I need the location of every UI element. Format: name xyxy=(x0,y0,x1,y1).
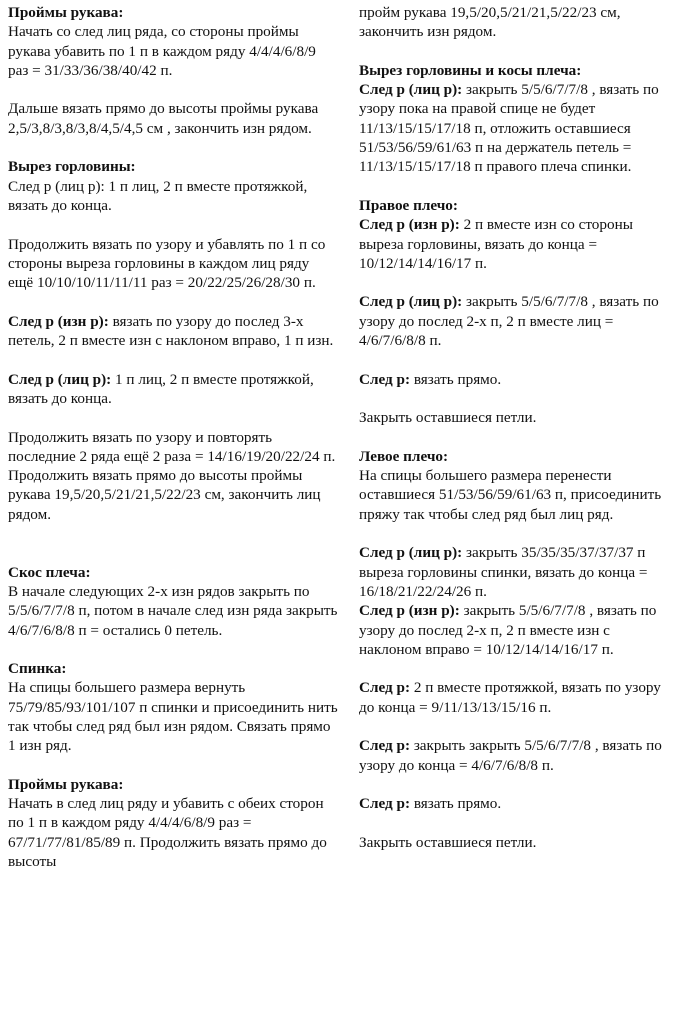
left-column xyxy=(8,3,338,871)
paragraph-text: закрыть 5/5/6/7/7/8 , вязать по узору до послед 2-х п, 2 п вместе изн с наклоном вправо = 10/12/14/14/16/17 п. xyxy=(359,602,657,658)
paragraph-text: закрыть 5/5/6/7/7/8 , вязать по узору до послед 2-х п, 2 п вместе лиц = 4/6/7/6/8/8 п. xyxy=(359,293,659,350)
row-label: След р (лиц р): xyxy=(359,544,463,562)
paragraph-text: Дальше вязать прямо до высоты проймы рукава 2,5/3,8/3,8/3,8/4,5/4,5 см , закончить изн рядом. xyxy=(8,100,319,137)
section-back xyxy=(8,659,338,755)
paragraph xyxy=(8,99,338,138)
paragraph-text: След р (лиц р): 1 п лиц, 2 п вместе протяжкой, вязать до конца. xyxy=(8,177,308,214)
section-left-shoulder xyxy=(359,447,671,524)
paragraph-text: вязать по узору до послед 3-х петель, 2 п вместе изн с наклоном вправо, 1 п изн. xyxy=(8,312,334,350)
section-armholes-back xyxy=(8,775,338,871)
row-label: След р (изн р): xyxy=(359,216,460,234)
row-label: След р: xyxy=(359,795,411,813)
paragraph-text: пройм рукава 19,5/20,5/21/21,5/22/23 см, закончить изн рядом. xyxy=(359,4,621,41)
paragraph-text: На спицы большего размера перенести оставшиеся 51/53/56/59/61/63 п, присоединить пряжу так чтобы след ряд был лиц ряд. xyxy=(359,467,662,523)
section-heading: Проймы рукава: xyxy=(8,775,124,793)
row-label: След р (лиц р): xyxy=(359,293,463,311)
row-label: След р: xyxy=(359,737,411,755)
paragraph-text: вязать прямо. xyxy=(410,795,502,813)
section-right-shoulder xyxy=(359,196,671,273)
paragraph xyxy=(359,794,671,813)
row-label: След р: xyxy=(359,679,411,697)
paragraph xyxy=(359,370,671,389)
paragraph xyxy=(359,678,671,717)
paragraph-text: Закрыть оставшиеся петли. xyxy=(359,833,537,851)
section-heading: Правое плечо: xyxy=(359,196,458,214)
paragraph-text: закрыть закрыть 5/5/6/7/7/8 , вязать по узору до конца = 4/6/7/6/8/8 п. xyxy=(359,737,662,774)
paragraph-text: В начале следующих 2-х изн рядов закрыть по 5/5/6/7/7/8 п, потом в начале след изн ряда закрыть 4/6/7/6/8/8 п = остались 0 петель. xyxy=(8,582,338,639)
paragraph xyxy=(8,312,338,351)
paragraph-text: Продолжить вязать по узору и повторять последние 2 ряда ещё 2 раза = 14/16/19/20/22/24 п. Продолжить вязать прямо до высоты проймы рукава 19,5/20,5/21/21,5/22/23 см, закончить лиц рядом. xyxy=(8,428,336,523)
paragraph xyxy=(359,408,671,427)
paragraph-text: закрыть 5/5/6/7/7/8 , вязать по узору пока на правой спице не будет 11/13/15/15/17/18 п, отложить оставшиеся 51/53/56/59/61/63 п на держатель петель = 11/13/15/15/17/18 п правого плеча спинки. xyxy=(359,81,659,176)
section-heading: Спинка: xyxy=(8,660,67,678)
paragraph-text: 2 п вместе изн со стороны выреза горловины, вязать до конца = 10/12/14/14/16/17 п. xyxy=(359,216,633,272)
paragraph xyxy=(359,543,671,601)
section-heading: Левое плечо: xyxy=(359,447,449,465)
paragraph xyxy=(359,292,671,350)
row-label: След р (изн р): xyxy=(8,312,109,330)
paragraph-text: Начать в след лиц ряду и убавить с обеих сторон по 1 п в каждом ряду 4/4/4/6/8/9 раз = 67/71/77/81/85/89 п. Продолжить вязать прямо до высоты xyxy=(8,795,327,871)
paragraph-text: 2 п вместе протяжкой, вязать по узору до конца = 9/11/13/13/15/16 п. xyxy=(359,679,661,716)
paragraph-text: Продолжить вязать по узору и убавлять по 1 п со стороны выреза горловины в каждом лиц ряду ещё 10/10/10/11/11/11 раз = 20/22/25/26/28/30 п. xyxy=(8,235,326,292)
paragraph-text: Закрыть оставшиеся петли. xyxy=(359,409,537,427)
paragraph xyxy=(8,428,338,524)
paragraph-text: 1 п лиц, 2 п вместе протяжкой, вязать до конца. xyxy=(8,370,314,407)
row-label: След р (лиц р): xyxy=(8,370,112,388)
paragraph-text: закрыть 35/35/35/37/37/37 п выреза горловины спинки, вязать до конца = 16/18/21/22/24/26 п. xyxy=(359,544,648,600)
row-label: След р (лиц р): xyxy=(359,81,463,99)
section-heading: Скос плеча: xyxy=(8,563,91,581)
paragraph xyxy=(8,370,338,409)
paragraph xyxy=(359,3,671,42)
paragraph xyxy=(8,235,338,293)
paragraph xyxy=(359,833,671,852)
section-neckline xyxy=(8,157,338,215)
paragraph-text: На спицы большего размера вернуть 75/79/85/93/101/107 п спинки и присоединить нить так чтобы след ряд был изн рядом. Связать прямо 1 изн ряд. xyxy=(8,679,338,755)
section-neckline-shoulder-slope xyxy=(359,61,671,177)
row-label: След р (изн р): xyxy=(359,602,460,620)
section-heading: Вырез горловины и косы плеча: xyxy=(359,61,582,79)
section-heading: Проймы рукава: xyxy=(8,4,124,21)
right-column xyxy=(359,3,671,852)
section-shoulder-shaping xyxy=(8,563,338,640)
section-heading: Вырез горловины: xyxy=(8,158,136,176)
section-armholes-front xyxy=(8,3,338,80)
paragraph-text: вязать прямо. xyxy=(410,370,502,388)
row-label: След р: xyxy=(359,370,411,388)
paragraph-text: Начать со след лиц ряда, со стороны проймы рукава убавить по 1 п в каждом ряду 4/4/4/6/8/9 раз = 31/33/36/38/40/42 п. xyxy=(8,23,316,79)
paragraph xyxy=(359,601,671,659)
paragraph xyxy=(359,736,671,775)
